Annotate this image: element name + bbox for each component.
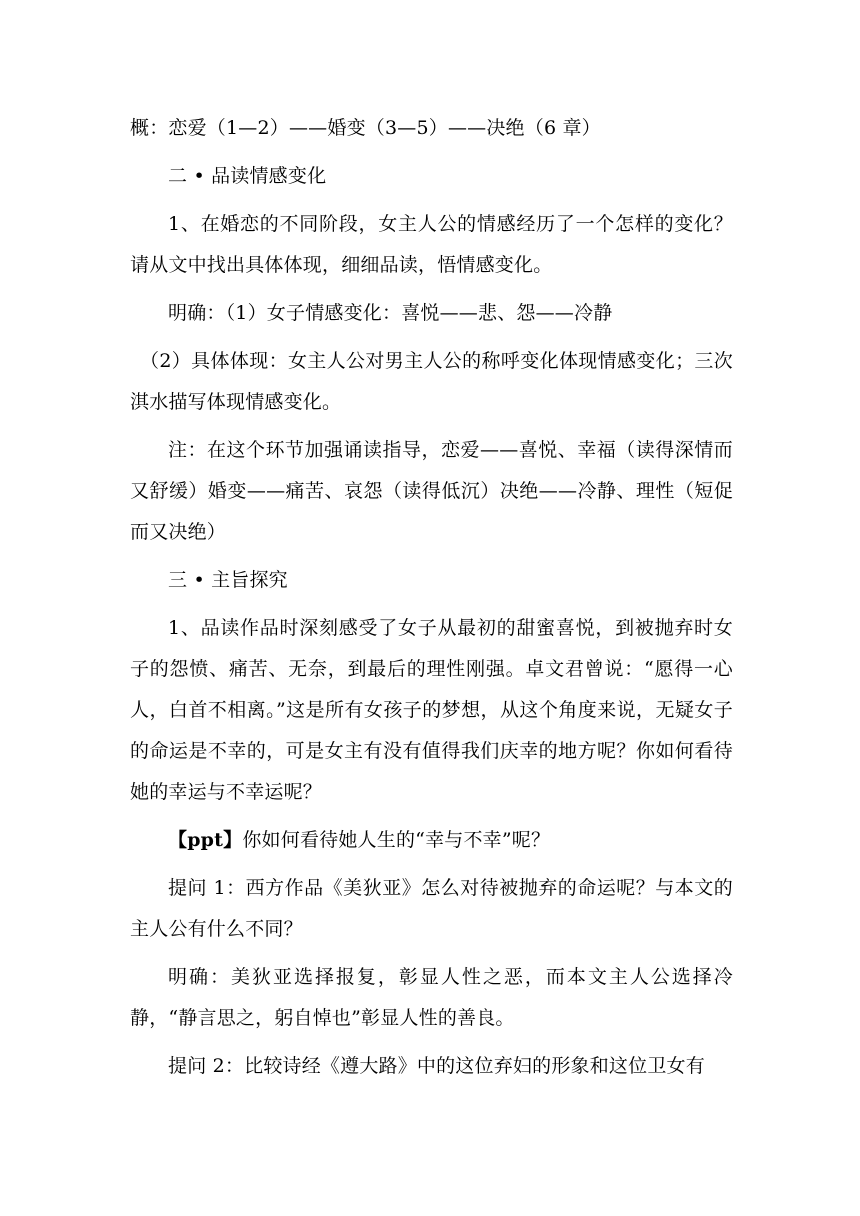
answer-medea: 明确：美狄亚选择报复，彰显人性之恶，而本文主人公选择冷静，“静言思之，躬自悼也”彰显人性的善良。 <box>130 966 733 1029</box>
question-medea: 提问 1：西方作品《美狄亚》怎么对待被抛弃的命运呢？与本文的主人公有什么不同？ <box>130 877 733 940</box>
theme-question: 1、品读作品时深刻感受了女子从最初的甜蜜喜悦，到被抛弃时女子的怨愤、痛苦、无奈，到最后的理性刚强。卓文君曾说：“愿得一心人，白首不相离。”这是所有女孩子的梦想，从这个角度来说，无疑女子的命运是不幸的，可是女主有没有值得我们庆幸的地方呢？你如何看待她的幸运与不幸运呢？ <box>130 617 733 803</box>
answer-2: （2）具体体现：女主人公对男主人公的称呼变化体现情感变化；三次淇水描写体现情感变化。 <box>130 350 733 413</box>
note-paragraph: 注：在这个环节加强诵读指导，恋爱——喜悦、幸福（读得深情而又舒缓）婚变——痛苦、哀怨（读得低沉）决绝——冷静、理性（短促而又决绝） <box>130 439 733 543</box>
question-zundalu: 提问 2：比较诗经《遵大路》中的这位弃妇的形象和这位卫女有 <box>168 1055 705 1077</box>
document-body <box>130 108 733 1094</box>
ppt-prompt <box>130 820 733 861</box>
section-heading-3: 三 • 主旨探究 <box>168 569 288 591</box>
summary-line: 概：恋爱（1—2）——婚变（3—5）——决绝（6 章） <box>130 117 601 139</box>
section-heading-2: 二 • 品读情感变化 <box>168 165 327 187</box>
ppt-tag: 【ppt】 <box>168 829 243 851</box>
question-1: 1、在婚恋的不同阶段，女主人公的情感经历了一个怎样的变化？请从文中找出具体体现，细细品读，悟情感变化。 <box>130 213 733 276</box>
ppt-prompt-text: 你如何看待她人生的“幸与不幸”呢？ <box>242 829 551 851</box>
answer-1: 明确：（1）女子情感变化：喜悦——悲、怨——冷静 <box>168 302 613 324</box>
